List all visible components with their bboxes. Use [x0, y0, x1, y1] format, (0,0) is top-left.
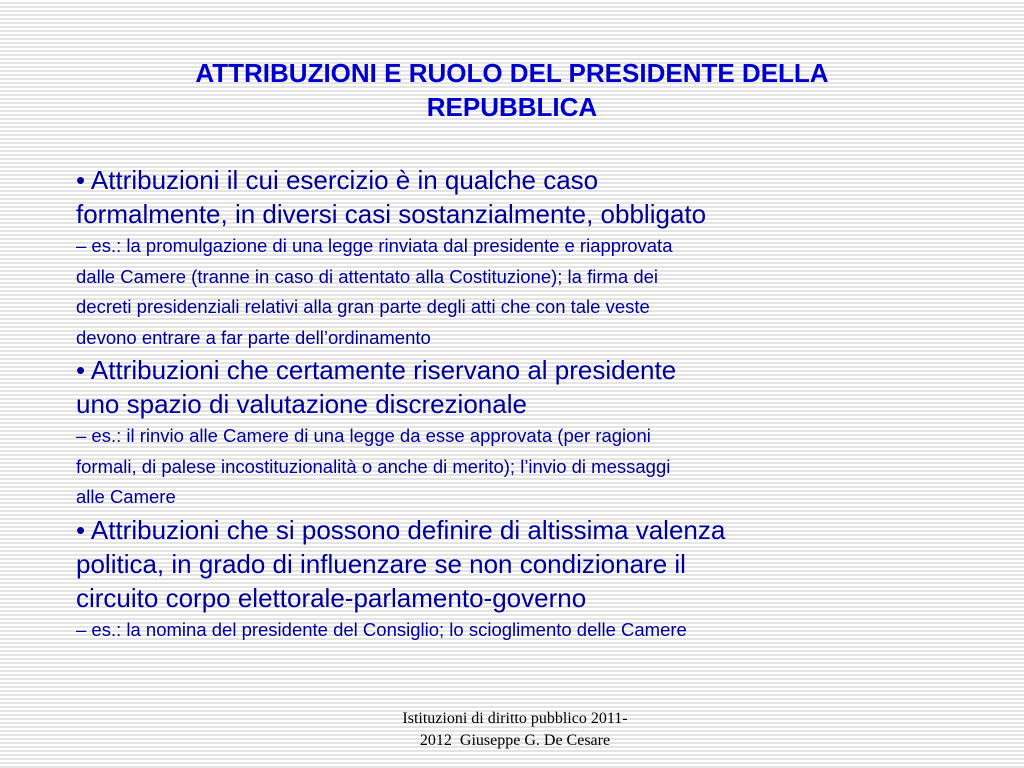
- lead-line: formalmente, in diversi casi sostanzialmente, obbligato: [76, 199, 707, 229]
- example-line: – es.: la promulgazione di una legge rinviata dal presidente e riapprovata: [76, 235, 673, 256]
- lead-line: politica, in grado di influenzare se non condizionare il: [76, 548, 686, 579]
- bullet-item: [76, 513, 956, 646]
- title-line-2: REPUBBLICA: [426, 92, 598, 122]
- lead-line: circuito corpo elettorale-parlamento-governo: [76, 582, 587, 613]
- example-line: formali, di palese incostituzionalità o anche di merito); l’invio di messaggi: [76, 455, 671, 477]
- example-line: – es.: il rinvio alle Camere di una legge da esse approvata (per ragioni: [76, 425, 651, 446]
- bullet-lead: [76, 353, 956, 421]
- slide-title: [60, 56, 964, 124]
- example-line: devono entrare a far parte dell’ordinamento: [76, 326, 431, 348]
- bullet-example: [76, 421, 956, 513]
- slide-footer: [350, 708, 680, 752]
- bullet-lead: [76, 163, 956, 231]
- bullet-example: [76, 615, 956, 646]
- lead-line: • Attribuzioni che certamente riservano al presidente: [76, 355, 677, 385]
- example-line: – es.: la nomina del presidente del Consiglio; lo scioglimento delle Camere: [76, 618, 687, 640]
- slide-body: [76, 163, 956, 645]
- bullet-example: [76, 231, 956, 353]
- footer-line-2: 2012 Giuseppe G. De Cesare: [419, 732, 611, 749]
- example-line: decreti presidenziali relativi alla gran parte degli atti che con tale veste: [76, 296, 650, 317]
- lead-line: • Attribuzioni il cui esercizio è in qualche caso: [76, 165, 599, 195]
- bullet-item: [76, 353, 956, 513]
- footer-line-1: Istituzioni di diritto pubblico 2011-: [402, 710, 628, 727]
- example-line: alle Camere: [76, 486, 176, 507]
- title-line-1: ATTRIBUZIONI E RUOLO DEL PRESIDENTE DELLA: [195, 58, 829, 88]
- lead-line: uno spazio di valutazione discrezionale: [76, 389, 527, 419]
- bullet-item: [76, 163, 956, 353]
- bullet-lead: [76, 513, 956, 615]
- example-line: dalle Camere (tranne in caso di attentato alla Costituzione); la firma dei: [76, 265, 659, 287]
- lead-line: • Attribuzioni che si possono definire di altissima valenza: [76, 514, 726, 545]
